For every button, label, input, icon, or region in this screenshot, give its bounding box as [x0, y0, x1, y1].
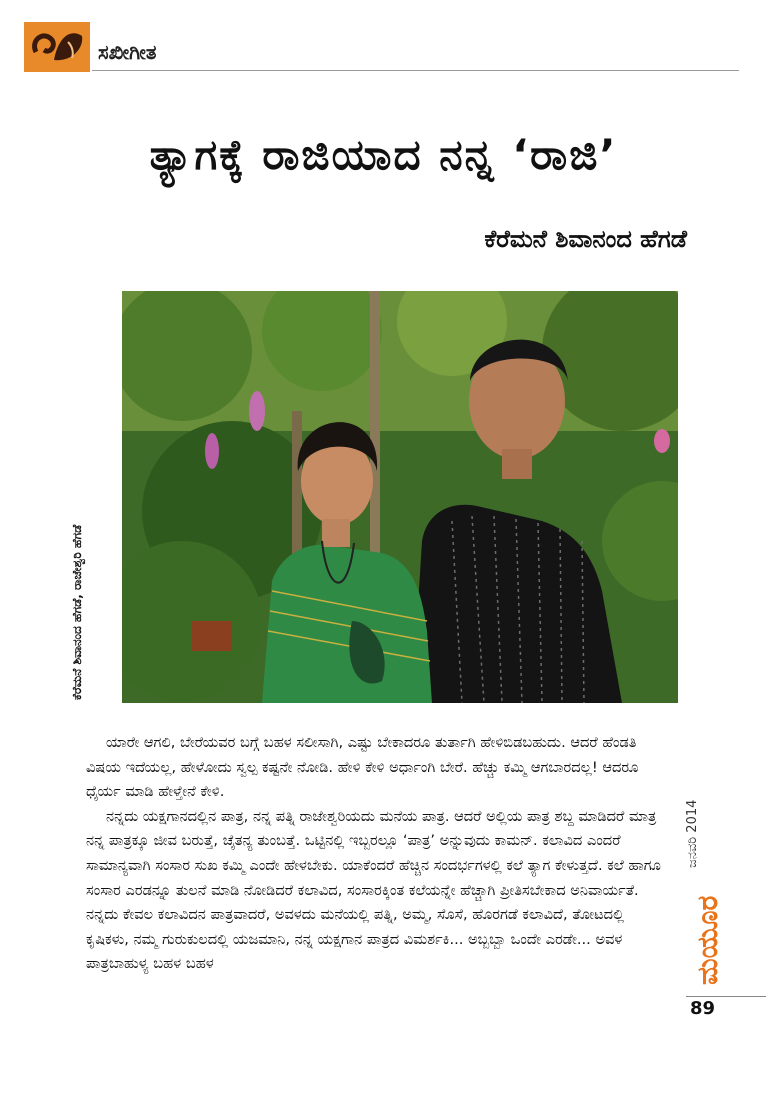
ornamental-logo-icon: [24, 22, 90, 72]
article-paragraph: ಯಾರೇ ಆಗಲಿ, ಬೇರೆಯವರ ಬಗ್ಗೆ ಬಹಳ ಸಲೀಸಾಗಿ, ಎಷ್ಟು ಬೇಕಾದರೂ ತುರ್ತಾಗಿ ಹೇಳಿಬಿಡಬಹುದು. ಆದರೆ ಹೆಂಡತಿ ವಿಷಯ ಇದೆಯಲ್ಲ, ಹೇಳೋದು ಸ್ವಲ್ಪ ಕಷ್ಟನೇ ನೋಡಿ. ಹೇಳಿ ಕೇಳಿ ಅರ್ಧಾಂಗಿ ಬೇರೆ. ಹೆಚ್ಚು ಕಮ್ಮಿ ಆಗಬಾರದಲ್ಲ! ಆದರೂ ಧೈರ್ಯ ಮಾಡಿ ಹೇಳ್ತೇನೆ ಕೇಳಿ.: [86, 734, 639, 801]
page-number-divider: [686, 996, 766, 997]
header-divider: [92, 70, 739, 71]
article-title: ತ್ಯಾಗಕ್ಕೆ ರಾಜಿಯಾದ ನನ್ನ ‘ರಾಜಿ’: [149, 130, 618, 180]
article-photo: [122, 291, 678, 703]
article-author: ಕೆರೆಮನೆ ಶಿವಾನಂದ ಹೆಗಡೆ: [484, 225, 687, 253]
page-number: 89: [690, 998, 716, 1019]
issue-date: ಜನವರಿ 2014: [685, 799, 700, 868]
magazine-name: ಮಯೂರ: [691, 895, 724, 985]
magazine-logo: [24, 22, 90, 72]
section-label: ಸಖೀಗೀತ: [98, 40, 157, 64]
photo-credit: ಕೆರೆಮನೆ ಶಿವಾನಂದ ಹೆಗಡೆ, ರಾಜೇಶ್ವರಿ ಹೆಗಡೆ: [70, 524, 84, 700]
article-body: [86, 731, 668, 977]
article-paragraph: ನನ್ನದು ಯಕ್ಷಗಾನದಲ್ಲಿನ ಪಾತ್ರ, ನನ್ನ ಪತ್ನಿ ರಾಜೇಶ್ವರಿಯದು ಮನೆಯ ಪಾತ್ರ. ಆದರೆ ಅಲ್ಲಿಯ ಪಾತ್ರ ಶಬ್ದ ಮಾಡಿದರೆ ಮಾತ್ರ ನನ್ನ ಪಾತ್ರಕ್ಕೂ ಜೀವ ಬರುತ್ತೆ, ಚೈತನ್ಯ ತುಂಬತ್ತೆ. ಒಟ್ಟಿನಲ್ಲಿ ಇಬ್ಬರಲ್ಲೂ ‘ಪಾತ್ರ’ ಅನ್ನುವುದು ಕಾಮನ್. ಕಲಾವಿದ ಎಂದರೆ ಸಾಮಾನ್ಯವಾಗಿ ಸಂಸಾರ ಸುಖ ಕಮ್ಮಿ ಎಂದೇ ಹೇಳಬೇಕು. ಯಾಕೆಂದರೆ ಹೆಚ್ಚಿನ ಸಂದರ್ಭಗಳಲ್ಲಿ ಕಲೆ ತ್ಯಾಗ ಕೇಳುತ್ತದೆ. ಕಲೆ ಹಾಗೂ ಸಂಸಾರ ಎರಡನ್ನೂ ತುಲನೆ ಮಾಡಿ ನೋಡಿದರೆ ಕಲಾವಿದ, ಸಂಸಾರಕ್ಕಿಂತ ಕಲೆಯನ್ನೇ ಹೆಚ್ಚಾಗಿ ಪ್ರೀತಿಸಬೇಕಾದ ಅನಿವಾರ್ಯತೆ. ನನ್ನದು ಕೇವಲ ಕಲಾವಿದನ ಪಾತ್ರವಾದರೆ, ಅವಳದು ಮನೆಯಲ್ಲಿ ಪತ್ನಿ, ಅಮ್ಮ, ಸೊಸೆ, ಹೊರಗಡೆ ಕಲಾವಿದೆ, ತೋಟದಲ್ಲಿ ಕೃಷಿಕಳು, ನಮ್ಮ ಗುರುಕುಲದಲ್ಲಿ ಯಜಮಾನಿ, ನನ್ನ ಯಕ್ಷಗಾನ ಪಾತ್ರದ ವಿಮರ್ಶಕಿ... ಅಬ್ಬಬ್ಬಾ ಒಂದೇ ಎರಡೇ... ಅವಳ ಪಾತ್ರಬಾಹುಳ್ಯ ಬಹಳ ಬಹಳ: [86, 807, 661, 973]
